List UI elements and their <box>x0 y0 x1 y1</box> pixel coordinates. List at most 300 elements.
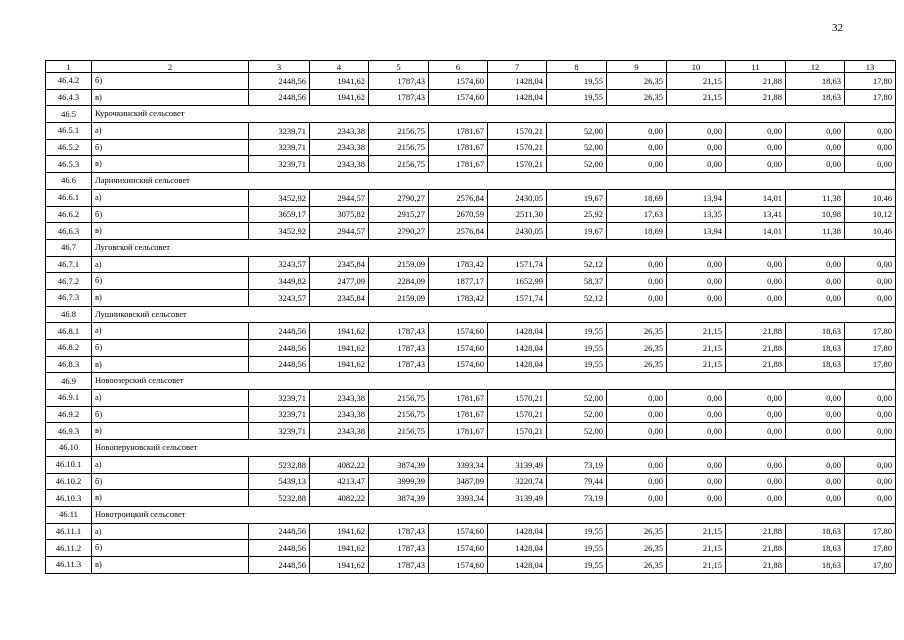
value-cell: 2343,38 <box>310 123 369 140</box>
value-cell: 3239,71 <box>249 139 310 156</box>
value-cell: 1787,43 <box>369 523 429 540</box>
value-cell: 2343,38 <box>310 139 369 156</box>
row-code: 46.9.2 <box>46 406 92 423</box>
row-variant: а) <box>92 189 249 206</box>
value-cell: 26,35 <box>607 523 667 540</box>
value-cell: 3220,74 <box>488 473 547 490</box>
value-cell: 21,15 <box>667 556 726 573</box>
table-row <box>46 473 896 490</box>
value-cell: 1787,43 <box>369 340 429 357</box>
value-cell: 1652,99 <box>488 273 547 290</box>
table-row <box>46 73 896 90</box>
table-row <box>46 206 896 223</box>
value-cell: 2284,09 <box>369 273 429 290</box>
value-cell: 3075,82 <box>310 206 369 223</box>
value-cell: 21,88 <box>726 73 786 90</box>
value-cell: 0,00 <box>667 473 726 490</box>
value-cell: 10,98 <box>786 206 845 223</box>
table-row <box>46 390 896 407</box>
value-cell: 21,15 <box>667 340 726 357</box>
section-row <box>46 373 896 390</box>
value-cell: 0,00 <box>726 123 786 140</box>
value-cell: 2159,09 <box>369 256 429 273</box>
value-cell: 1787,43 <box>369 356 429 373</box>
value-cell: 17,80 <box>845 556 896 573</box>
value-cell: 0,00 <box>845 490 896 507</box>
value-cell: 0,00 <box>845 156 896 173</box>
value-cell: 1570,21 <box>488 139 547 156</box>
value-cell: 17,80 <box>845 540 896 557</box>
row-code: 46.5.1 <box>46 123 92 140</box>
value-cell: 1941,62 <box>310 89 369 106</box>
value-cell: 0,00 <box>667 423 726 440</box>
value-cell: 11,38 <box>786 223 845 240</box>
value-cell: 3239,71 <box>249 390 310 407</box>
section-title: Луговской сельсовет <box>92 239 896 256</box>
row-variant: в) <box>92 89 249 106</box>
value-cell: 3874,39 <box>369 456 429 473</box>
value-cell: 19,55 <box>547 340 607 357</box>
table-row <box>46 89 896 106</box>
row-code: 46.6.3 <box>46 223 92 240</box>
value-cell: 0,00 <box>607 273 667 290</box>
value-cell: 0,00 <box>667 139 726 156</box>
row-code: 46.9.3 <box>46 423 92 440</box>
value-cell: 0,00 <box>667 289 726 306</box>
column-header: 6 <box>429 61 488 73</box>
row-variant: а) <box>92 256 249 273</box>
row-variant: а) <box>92 456 249 473</box>
column-header: 5 <box>369 61 429 73</box>
table-row <box>46 490 896 507</box>
value-cell: 1941,62 <box>310 323 369 340</box>
value-cell: 21,88 <box>726 556 786 573</box>
value-cell: 0,00 <box>786 456 845 473</box>
value-cell: 2345,84 <box>310 289 369 306</box>
column-header: 4 <box>310 61 369 73</box>
value-cell: 1574,60 <box>429 540 488 557</box>
value-cell: 1783,42 <box>429 256 488 273</box>
row-code: 46.6 <box>46 173 92 190</box>
column-header: 3 <box>249 61 310 73</box>
row-variant: б) <box>92 139 249 156</box>
value-cell: 26,35 <box>607 323 667 340</box>
value-cell: 3452,92 <box>249 189 310 206</box>
value-cell: 1781,67 <box>429 390 488 407</box>
value-cell: 2448,56 <box>249 523 310 540</box>
value-cell: 0,00 <box>845 289 896 306</box>
column-header: 13 <box>845 61 896 73</box>
value-cell: 0,00 <box>667 490 726 507</box>
value-cell: 2448,56 <box>249 89 310 106</box>
value-cell: 52,00 <box>547 406 607 423</box>
value-cell: 3487,09 <box>429 473 488 490</box>
value-cell: 2448,56 <box>249 356 310 373</box>
row-code: 46.8.3 <box>46 356 92 373</box>
value-cell: 0,00 <box>786 156 845 173</box>
row-code: 46.5.2 <box>46 139 92 156</box>
page-number: 32 <box>832 22 843 34</box>
table-row <box>46 223 896 240</box>
section-title: Курочкинский сельсовет <box>92 106 896 123</box>
value-cell: 1428,04 <box>488 340 547 357</box>
value-cell: 2343,38 <box>310 406 369 423</box>
value-cell: 21,15 <box>667 89 726 106</box>
value-cell: 0,00 <box>607 390 667 407</box>
header-row <box>46 61 896 73</box>
row-code: 46.6.1 <box>46 189 92 206</box>
value-cell: 2448,56 <box>249 73 310 90</box>
value-cell: 0,00 <box>786 473 845 490</box>
value-cell: 0,00 <box>607 123 667 140</box>
value-cell: 17,80 <box>845 523 896 540</box>
value-cell: 13,35 <box>667 206 726 223</box>
value-cell: 0,00 <box>726 473 786 490</box>
value-cell: 19,55 <box>547 356 607 373</box>
value-cell: 17,63 <box>607 206 667 223</box>
value-cell: 18,69 <box>607 189 667 206</box>
value-cell: 0,00 <box>726 390 786 407</box>
value-cell: 0,00 <box>786 390 845 407</box>
value-cell: 73,19 <box>547 456 607 473</box>
value-cell: 5232,88 <box>249 490 310 507</box>
value-cell: 3239,71 <box>249 156 310 173</box>
value-cell: 1783,42 <box>429 289 488 306</box>
value-cell: 21,88 <box>726 89 786 106</box>
value-cell: 1941,62 <box>310 556 369 573</box>
table-row <box>46 156 896 173</box>
value-cell: 18,69 <box>607 223 667 240</box>
value-cell: 73,19 <box>547 490 607 507</box>
value-cell: 0,00 <box>667 123 726 140</box>
value-cell: 1428,04 <box>488 523 547 540</box>
value-cell: 21,88 <box>726 540 786 557</box>
value-cell: 13,41 <box>726 206 786 223</box>
section-title: Новотроицкий сельсовет <box>92 506 896 523</box>
value-cell: 0,00 <box>667 390 726 407</box>
row-variant: а) <box>92 323 249 340</box>
row-code: 46.7.1 <box>46 256 92 273</box>
table-row <box>46 273 896 290</box>
value-cell: 1877,17 <box>429 273 488 290</box>
row-code: 46.11.1 <box>46 523 92 540</box>
value-cell: 2670,59 <box>429 206 488 223</box>
value-cell: 4213,47 <box>310 473 369 490</box>
column-header: 12 <box>786 61 845 73</box>
value-cell: 2343,38 <box>310 390 369 407</box>
section-title: Новоперуновский сельсовет <box>92 440 896 457</box>
column-header: 10 <box>667 61 726 73</box>
value-cell: 1574,60 <box>429 556 488 573</box>
value-cell: 3999,39 <box>369 473 429 490</box>
section-row <box>46 106 896 123</box>
value-cell: 0,00 <box>786 256 845 273</box>
value-cell: 0,00 <box>845 473 896 490</box>
value-cell: 0,00 <box>786 406 845 423</box>
value-cell: 18,63 <box>786 323 845 340</box>
value-cell: 52,00 <box>547 423 607 440</box>
row-variant: в) <box>92 356 249 373</box>
value-cell: 26,35 <box>607 340 667 357</box>
value-cell: 0,00 <box>845 390 896 407</box>
value-cell: 19,55 <box>547 89 607 106</box>
value-cell: 21,15 <box>667 523 726 540</box>
value-cell: 3243,57 <box>249 256 310 273</box>
value-cell: 17,80 <box>845 73 896 90</box>
table-row <box>46 456 896 473</box>
value-cell: 0,00 <box>786 273 845 290</box>
value-cell: 0,00 <box>726 256 786 273</box>
value-cell: 17,80 <box>845 89 896 106</box>
value-cell: 0,00 <box>786 289 845 306</box>
value-cell: 0,00 <box>726 423 786 440</box>
row-code: 46.9.1 <box>46 390 92 407</box>
value-cell: 3239,71 <box>249 406 310 423</box>
row-variant: б) <box>92 540 249 557</box>
value-cell: 18,63 <box>786 523 845 540</box>
value-cell: 52,00 <box>547 123 607 140</box>
section-title: Ларичихинский сельсовет <box>92 173 896 190</box>
value-cell: 3452,92 <box>249 223 310 240</box>
value-cell: 3139,49 <box>488 490 547 507</box>
column-header: 2 <box>92 61 249 73</box>
value-cell: 0,00 <box>667 406 726 423</box>
value-cell: 1787,43 <box>369 556 429 573</box>
value-cell: 1574,60 <box>429 356 488 373</box>
value-cell: 0,00 <box>845 139 896 156</box>
row-variant: а) <box>92 390 249 407</box>
value-cell: 3449,82 <box>249 273 310 290</box>
value-cell: 0,00 <box>667 273 726 290</box>
section-title: Лушниковский сельсовет <box>92 306 896 323</box>
value-cell: 1787,43 <box>369 540 429 557</box>
value-cell: 21,15 <box>667 73 726 90</box>
value-cell: 0,00 <box>845 256 896 273</box>
value-cell: 2156,75 <box>369 423 429 440</box>
value-cell: 0,00 <box>786 423 845 440</box>
row-variant: б) <box>92 273 249 290</box>
value-cell: 2345,84 <box>310 256 369 273</box>
row-code: 46.10.3 <box>46 490 92 507</box>
value-cell: 2156,75 <box>369 139 429 156</box>
row-variant: в) <box>92 223 249 240</box>
row-code: 46.11.2 <box>46 540 92 557</box>
value-cell: 11,38 <box>786 189 845 206</box>
value-cell: 2790,27 <box>369 189 429 206</box>
tariff-table <box>45 60 896 574</box>
table-body <box>46 73 896 574</box>
value-cell: 3874,39 <box>369 490 429 507</box>
value-cell: 26,35 <box>607 556 667 573</box>
value-cell: 2448,56 <box>249 323 310 340</box>
table-row <box>46 256 896 273</box>
value-cell: 18,63 <box>786 556 845 573</box>
value-cell: 1428,04 <box>488 356 547 373</box>
value-cell: 1428,04 <box>488 556 547 573</box>
value-cell: 4082,22 <box>310 456 369 473</box>
value-cell: 14,01 <box>726 223 786 240</box>
value-cell: 17,80 <box>845 340 896 357</box>
value-cell: 1781,67 <box>429 139 488 156</box>
row-code: 46.10.2 <box>46 473 92 490</box>
value-cell: 0,00 <box>786 139 845 156</box>
value-cell: 19,67 <box>547 223 607 240</box>
value-cell: 17,80 <box>845 356 896 373</box>
row-code: 46.10.1 <box>46 456 92 473</box>
value-cell: 0,00 <box>726 273 786 290</box>
value-cell: 52,00 <box>547 156 607 173</box>
value-cell: 1428,04 <box>488 540 547 557</box>
value-cell: 0,00 <box>726 139 786 156</box>
value-cell: 0,00 <box>726 490 786 507</box>
table-row <box>46 139 896 156</box>
value-cell: 19,55 <box>547 523 607 540</box>
column-header: 9 <box>607 61 667 73</box>
value-cell: 21,88 <box>726 356 786 373</box>
table-row <box>46 323 896 340</box>
value-cell: 2511,30 <box>488 206 547 223</box>
value-cell: 2790,27 <box>369 223 429 240</box>
value-cell: 0,00 <box>607 139 667 156</box>
value-cell: 18,63 <box>786 89 845 106</box>
section-row <box>46 306 896 323</box>
value-cell: 1570,21 <box>488 390 547 407</box>
value-cell: 0,00 <box>607 456 667 473</box>
value-cell: 1787,43 <box>369 89 429 106</box>
table-row <box>46 406 896 423</box>
value-cell: 2156,75 <box>369 156 429 173</box>
value-cell: 0,00 <box>845 406 896 423</box>
row-variant: а) <box>92 123 249 140</box>
value-cell: 19,55 <box>547 73 607 90</box>
value-cell: 2343,38 <box>310 156 369 173</box>
value-cell: 0,00 <box>607 490 667 507</box>
value-cell: 1428,04 <box>488 89 547 106</box>
value-cell: 21,88 <box>726 340 786 357</box>
value-cell: 1574,60 <box>429 73 488 90</box>
value-cell: 2448,56 <box>249 340 310 357</box>
value-cell: 19,67 <box>547 189 607 206</box>
value-cell: 26,35 <box>607 89 667 106</box>
table-row <box>46 289 896 306</box>
value-cell: 18,63 <box>786 540 845 557</box>
value-cell: 21,15 <box>667 356 726 373</box>
table-row <box>46 340 896 357</box>
value-cell: 1787,43 <box>369 323 429 340</box>
value-cell: 0,00 <box>726 456 786 473</box>
value-cell: 3239,71 <box>249 423 310 440</box>
value-cell: 2156,75 <box>369 123 429 140</box>
value-cell: 18,63 <box>786 356 845 373</box>
value-cell: 13,94 <box>667 189 726 206</box>
value-cell: 0,00 <box>607 406 667 423</box>
value-cell: 0,00 <box>607 289 667 306</box>
section-row <box>46 173 896 190</box>
table-row <box>46 123 896 140</box>
value-cell: 21,88 <box>726 523 786 540</box>
row-code: 46.7.2 <box>46 273 92 290</box>
value-cell: 21,15 <box>667 323 726 340</box>
value-cell: 14,01 <box>726 189 786 206</box>
value-cell: 1574,60 <box>429 323 488 340</box>
column-header: 11 <box>726 61 786 73</box>
value-cell: 58,37 <box>547 273 607 290</box>
row-code: 46.10 <box>46 440 92 457</box>
row-variant: в) <box>92 423 249 440</box>
value-cell: 52,00 <box>547 390 607 407</box>
section-title: Новоозерский сельсовет <box>92 373 896 390</box>
value-cell: 25,92 <box>547 206 607 223</box>
value-cell: 1571,74 <box>488 256 547 273</box>
value-cell: 0,00 <box>786 123 845 140</box>
table-row <box>46 356 896 373</box>
value-cell: 1571,74 <box>488 289 547 306</box>
value-cell: 21,88 <box>726 323 786 340</box>
value-cell: 1570,21 <box>488 406 547 423</box>
row-code: 46.7 <box>46 239 92 256</box>
table-row <box>46 523 896 540</box>
value-cell: 3139,49 <box>488 456 547 473</box>
value-cell: 0,00 <box>667 456 726 473</box>
row-variant: б) <box>92 340 249 357</box>
row-code: 46.6.2 <box>46 206 92 223</box>
row-variant: б) <box>92 473 249 490</box>
value-cell: 5439,13 <box>249 473 310 490</box>
row-variant: б) <box>92 73 249 90</box>
section-row <box>46 440 896 457</box>
value-cell: 1787,43 <box>369 73 429 90</box>
row-code: 46.7.3 <box>46 289 92 306</box>
table-header <box>46 61 896 73</box>
value-cell: 2430,05 <box>488 223 547 240</box>
row-code: 46.4.3 <box>46 89 92 106</box>
value-cell: 26,35 <box>607 356 667 373</box>
value-cell: 1574,60 <box>429 340 488 357</box>
value-cell: 3393,34 <box>429 490 488 507</box>
value-cell: 79,44 <box>547 473 607 490</box>
value-cell: 2448,56 <box>249 556 310 573</box>
value-cell: 0,00 <box>845 123 896 140</box>
column-header: 7 <box>488 61 547 73</box>
value-cell: 2576,84 <box>429 223 488 240</box>
row-code: 46.11.3 <box>46 556 92 573</box>
row-code: 46.8.1 <box>46 323 92 340</box>
row-code: 46.9 <box>46 373 92 390</box>
value-cell: 2156,75 <box>369 406 429 423</box>
value-cell: 3659,17 <box>249 206 310 223</box>
value-cell: 52,12 <box>547 256 607 273</box>
value-cell: 1428,04 <box>488 73 547 90</box>
row-variant: в) <box>92 289 249 306</box>
value-cell: 2944,57 <box>310 189 369 206</box>
value-cell: 2477,09 <box>310 273 369 290</box>
value-cell: 0,00 <box>607 423 667 440</box>
value-cell: 3243,57 <box>249 289 310 306</box>
value-cell: 1570,21 <box>488 156 547 173</box>
table-row <box>46 556 896 573</box>
value-cell: 26,35 <box>607 73 667 90</box>
value-cell: 2159,09 <box>369 289 429 306</box>
row-variant: в) <box>92 556 249 573</box>
value-cell: 10,46 <box>845 223 896 240</box>
value-cell: 2343,38 <box>310 423 369 440</box>
value-cell: 52,00 <box>547 139 607 156</box>
value-cell: 18,63 <box>786 340 845 357</box>
row-variant: в) <box>92 490 249 507</box>
row-code: 46.5.3 <box>46 156 92 173</box>
value-cell: 1941,62 <box>310 356 369 373</box>
value-cell: 1941,62 <box>310 340 369 357</box>
